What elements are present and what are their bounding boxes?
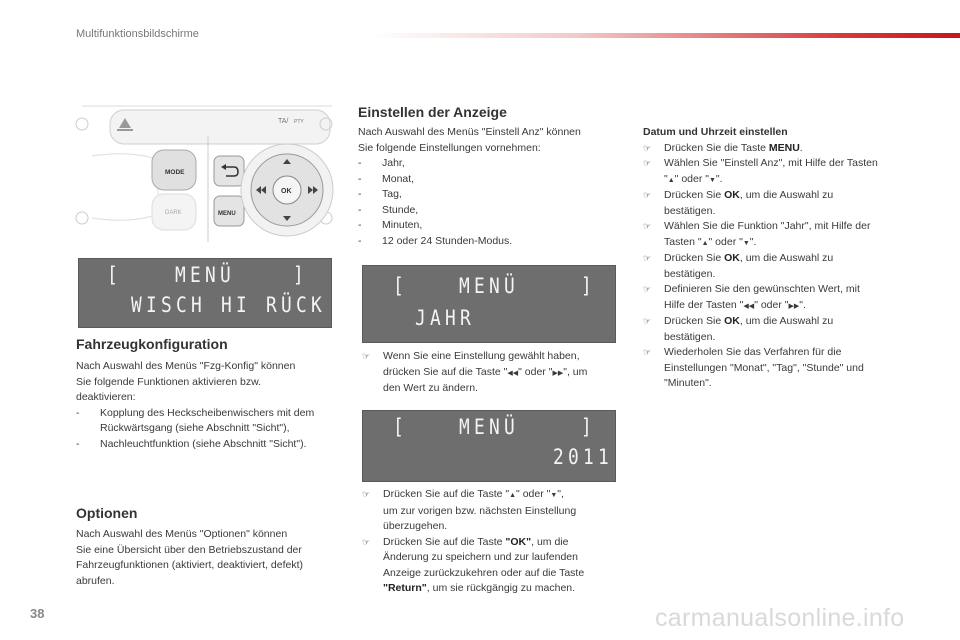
pty-button-label: PTY xyxy=(294,119,304,125)
ok-key-label: "OK" xyxy=(505,535,532,548)
arrow-up-icon: ▲ xyxy=(509,492,517,499)
control-panel-illustration xyxy=(72,96,342,246)
bullet-text: ", um xyxy=(563,365,588,378)
list-item xyxy=(358,172,618,188)
step-text: Wählen Sie "Einstell Anz", mit Hilfe der Tasten xyxy=(664,157,878,169)
list-item xyxy=(358,234,618,250)
section-title-datum: Datum und Uhrzeit einstellen xyxy=(643,126,788,138)
dash-marker: - xyxy=(76,437,80,450)
section-title-anzeige: Einstellen der Anzeige xyxy=(358,104,507,120)
section-title-optionen: Optionen xyxy=(76,505,138,521)
list-item xyxy=(76,421,346,437)
section-title-fahrzeugkonfiguration: Fahrzeugkonfiguration xyxy=(76,336,228,352)
list-item-text: 12 oder 24 Stunden-Modus. xyxy=(382,234,513,247)
anzeige-intro-line: Sie folgende Einstellungen vornehmen: xyxy=(358,141,541,154)
lcd-bracket-left: [ xyxy=(393,415,409,439)
bullet-text: Drücken Sie auf die Taste " xyxy=(383,488,510,500)
dash-marker: - xyxy=(358,172,362,185)
dash-marker: - xyxy=(358,219,362,231)
fahrzeug-text xyxy=(76,359,346,452)
step-text: " oder " xyxy=(674,172,709,185)
step-text: . xyxy=(799,141,803,154)
lcd-bracket-right: ] xyxy=(293,263,309,287)
step-text: , um die Auswahl zu xyxy=(739,189,834,201)
dash-marker: - xyxy=(358,157,362,169)
ok-button-label: OK xyxy=(281,188,292,195)
double-right-arrow-icon: ▶▶ xyxy=(552,369,564,377)
optionen-line: Nach Auswahl des Menüs "Optionen" können xyxy=(76,528,288,540)
list-item xyxy=(358,156,618,172)
lcd-bracket-right: ] xyxy=(581,274,597,298)
optionen-line: Sie eine Übersicht über den Betriebszustand der xyxy=(76,543,302,556)
bullet-text: drücken Sie auf die Taste " xyxy=(383,365,508,378)
step-text: ". xyxy=(749,235,757,248)
bullet-text: überzugehen. xyxy=(383,520,448,532)
bullet-pointer-icon: ☞ xyxy=(643,142,652,153)
dash-marker: - xyxy=(358,234,362,247)
menu-button-label: MENU xyxy=(218,211,236,217)
bullet-text: Drücken Sie auf die Taste xyxy=(383,535,506,548)
bullet-pointer-icon: ☞ xyxy=(362,489,371,499)
fahrzeug-intro-line: deaktivieren: xyxy=(76,391,136,403)
bullet-text: " oder " xyxy=(516,488,551,500)
bullet-pointer-icon: ☞ xyxy=(643,190,652,200)
optionen-line: Fahrzeugfunktionen (aktiviert, deaktiviert, defekt) xyxy=(76,559,304,571)
control-panel-drawing xyxy=(72,96,342,246)
header-accent-bar xyxy=(370,33,960,38)
list-item-text: Rückwärtsgang (siehe Abschnitt "Sicht"), xyxy=(100,422,290,434)
step-text: Drücken Sie xyxy=(664,189,725,201)
return-key-label: "Return" xyxy=(383,582,427,594)
double-left-arrow-icon: ◀◀ xyxy=(507,369,519,377)
bullet-pointer-icon: ☞ xyxy=(643,221,652,231)
step-text: Drücken Sie xyxy=(664,252,725,264)
lcd-setting-value: WISCH HI RÜCK xyxy=(131,293,326,317)
anzeige-bullets-2-3 xyxy=(362,487,624,597)
ok-key-label: OK xyxy=(724,189,740,201)
bullet-text: , um sie rückgängig zu machen. xyxy=(426,582,576,594)
anzeige-intro xyxy=(358,125,618,249)
step-text: Drücken Sie xyxy=(664,315,725,327)
optionen-line: abrufen. xyxy=(76,574,115,587)
bullet-pointer-icon: ☞ xyxy=(362,536,371,547)
dark-button-label: DARK xyxy=(165,210,182,216)
bullet-pointer-icon: ☞ xyxy=(643,347,652,357)
dash-marker: - xyxy=(358,203,362,216)
bullet-text: um zur vorigen bzw. nächsten Einstellung xyxy=(383,504,577,517)
list-item xyxy=(358,187,618,203)
list-item-text: Minuten, xyxy=(382,219,423,231)
arrow-down-icon: ▼ xyxy=(742,239,750,247)
step-text: " xyxy=(664,172,668,185)
ok-key-label: OK xyxy=(724,252,740,264)
list-item xyxy=(76,406,346,422)
menu-key-label: MENU xyxy=(768,141,800,154)
arrow-down-icon: ▼ xyxy=(550,492,558,499)
bullet-text: , um die xyxy=(531,535,569,548)
lcd-display-wiper xyxy=(78,258,332,328)
bullet-text: den Wert zu ändern. xyxy=(383,382,478,394)
step-text: , um die Auswahl zu xyxy=(739,315,834,327)
bullet-pointer-icon: ☞ xyxy=(643,253,652,263)
list-item-text: Kopplung des Heckscheibenwischers mit dem xyxy=(100,406,315,419)
step-text: bestätigen. xyxy=(664,204,716,217)
arrow-up-icon: ▲ xyxy=(701,239,709,247)
list-item-text: Tag, xyxy=(382,188,402,200)
step-text: Tasten " xyxy=(664,235,702,248)
lcd-menu-label: MENÜ xyxy=(459,274,519,298)
step-text: Wählen Sie die Funktion "Jahr", mit Hilfe der xyxy=(664,220,871,232)
lcd-bracket-right: ] xyxy=(581,415,597,439)
bullet-text: " oder " xyxy=(518,365,553,378)
step-text: Definieren Sie den gewünschten Wert, mit xyxy=(664,283,860,295)
list-item xyxy=(358,218,618,234)
list-item-text: Nachleuchtfunktion (siehe Abschnitt "Sicht"). xyxy=(100,437,307,450)
step-text: " oder " xyxy=(754,298,789,311)
lcd-bracket-left: [ xyxy=(107,263,123,287)
ta-button-label: TA/ xyxy=(278,118,289,125)
step-text: ". xyxy=(715,172,723,185)
watermark-text: carmanualsonline.info xyxy=(655,604,905,632)
bullet-text: Wenn Sie eine Einstellung gewählt haben, xyxy=(383,350,580,362)
lcd-display-year-value xyxy=(362,410,616,482)
mode-button-label: MODE xyxy=(165,169,185,176)
dash-marker: - xyxy=(76,406,80,419)
optionen-text xyxy=(76,527,346,589)
list-item-text: Jahr, xyxy=(382,157,405,169)
bullet-text: ", xyxy=(557,488,564,500)
ok-key-label: OK xyxy=(724,315,740,327)
bullet-pointer-icon: ☞ xyxy=(643,284,652,294)
arrow-up-icon: ▲ xyxy=(667,176,675,184)
list-item-text: Stunde, xyxy=(382,203,419,216)
lcd-menu-label: MENÜ xyxy=(175,263,235,287)
fahrzeug-intro-line: Nach Auswahl des Menüs "Fzg-Konfig" können xyxy=(76,360,296,372)
anzeige-bullet-1 xyxy=(362,349,622,397)
bullet-text: Änderung zu speichern und zur laufenden xyxy=(383,551,578,563)
list-item-text: Monat, xyxy=(382,172,415,185)
step-text: Hilfe der Tasten " xyxy=(664,298,744,311)
anzeige-intro-line: Nach Auswahl des Menüs "Einstell Anz" können xyxy=(358,126,581,138)
list-item xyxy=(76,437,346,453)
double-left-arrow-icon: ◀◀ xyxy=(743,302,755,310)
arrow-down-icon: ▼ xyxy=(708,176,716,184)
page-number: 38 xyxy=(30,606,45,621)
step-text: bestätigen. xyxy=(664,330,716,343)
step-text: ". xyxy=(799,298,806,311)
lcd-display-jahr xyxy=(362,265,616,343)
bullet-pointer-icon: ☞ xyxy=(643,158,652,168)
double-right-arrow-icon: ▶▶ xyxy=(788,302,800,310)
step-text: " oder " xyxy=(708,235,743,248)
bullet-text: Anzeige zurückzukehren oder auf die Taste xyxy=(383,566,585,579)
step-text: Drücken Sie die Taste xyxy=(664,141,769,154)
return-button xyxy=(214,156,244,186)
step-text: Wiederholen Sie das Verfahren für die xyxy=(664,346,842,358)
page-header-title: Multifunktionsbildschirme xyxy=(76,28,199,40)
step-text: Einstellungen "Monat", "Tag", "Stunde" und xyxy=(664,361,864,374)
bullet-pointer-icon: ☞ xyxy=(643,316,652,326)
step-text: bestätigen. xyxy=(664,267,716,280)
step-text: "Minuten". xyxy=(664,377,712,389)
lcd-bracket-left: [ xyxy=(393,274,409,298)
lcd-setting-value: JAHR xyxy=(415,306,475,330)
step-text: , um die Auswahl zu xyxy=(739,252,834,264)
lcd-menu-label: MENÜ xyxy=(459,415,519,439)
datum-section xyxy=(643,125,923,392)
bullet-pointer-icon: ☞ xyxy=(362,351,371,361)
list-item xyxy=(358,203,618,219)
dash-marker: - xyxy=(358,188,362,200)
lcd-setting-value: 2011 xyxy=(553,445,613,469)
fahrzeug-intro-line: Sie folgende Funktionen aktivieren bzw. xyxy=(76,375,262,388)
